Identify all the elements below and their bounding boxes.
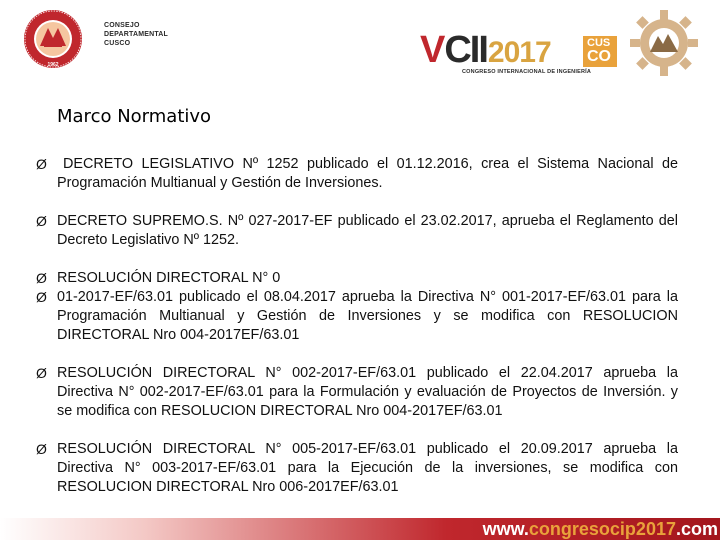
event-year: 2017	[487, 36, 551, 69]
arrow-bullet-icon: Ø	[36, 289, 47, 305]
arrow-bullet-icon: Ø	[36, 365, 47, 381]
seal-year: 1962	[47, 62, 59, 68]
org-line-1: CONSEJO	[104, 22, 140, 29]
list-item-text: RESOLUCIÓN DIRECTORAL N° 002-2017-EF/63.01 publicado el 22.04.2017 aprueba la Directiva N° 002-2017-EF/63.01 para la Formulación y evaluación de Proyectos de Inversión. y se modifica con RESOLUCION DIRECTORAL Nro 004-2017EF/63.01	[57, 365, 678, 419]
event-roman-cii: CII	[444, 29, 487, 71]
list-item-text: RESOLUCIÓN DIRECTORAL N° 0	[57, 270, 281, 286]
cip-cusco-logo	[22, 8, 192, 70]
event-roman-v: V	[420, 29, 445, 71]
event-subtitle: CONGRESO INTERNACIONAL DE INGENIERÍA	[462, 69, 592, 75]
footer-url-prefix: www.	[482, 519, 529, 539]
event-wordmark	[420, 30, 551, 70]
arrow-bullet-icon: Ø	[36, 213, 47, 229]
arrow-bullet-icon: Ø	[36, 441, 47, 457]
cusco-badge-bottom: CO	[587, 48, 611, 65]
regulation-list	[36, 155, 678, 497]
arrow-bullet-icon: Ø	[36, 156, 47, 172]
list-item	[36, 440, 678, 497]
list-item-text: DECRETO LEGISLATIVO Nº 1252 publicado el 01.12.2016, crea el Sistema Nacional de Programación Multianual y Gestión de Inversiones.	[57, 156, 678, 191]
org-line-2: DEPARTAMENTAL	[104, 31, 169, 38]
cusco-badge	[583, 36, 617, 67]
cip-seal-icon	[22, 8, 100, 70]
vcii-2017-logo	[420, 6, 706, 80]
list-item	[36, 288, 678, 345]
list-item-text: RESOLUCIÓN DIRECTORAL N° 005-2017-EF/63.01 publicado el 20.09.2017 aprueba la Directiva N° 003-2017-EF/63.01 para la Ejecución de la inversiones, se modifica con RESOLUCION DIRECTORAL Nro 006-2017EF/63.01	[57, 441, 678, 495]
cusco-badge-top: CUS	[587, 37, 611, 49]
list-item	[36, 155, 678, 193]
org-name	[104, 21, 204, 48]
gear-icon	[614, 6, 706, 80]
footer-bar	[0, 518, 720, 540]
page-title: Marco Normativo	[57, 106, 212, 127]
footer-url-main: congresocip2017	[528, 519, 676, 539]
list-item-text: DECRETO SUPREMO.S. Nº 027-2017-EF publicado el 23.02.2017, aprueba el Reglamento del Decreto Legislativo Nº 1252.	[57, 213, 678, 248]
footer-url-suffix: .com	[675, 519, 718, 539]
list-item	[36, 269, 678, 288]
footer-website-link[interactable]	[483, 519, 718, 539]
org-line-3: CUSCO	[104, 40, 131, 47]
list-item	[36, 212, 678, 250]
list-item-text: 01-2017-EF/63.01 publicado el 08.04.2017 aprueba la Directiva N° 001-2017-EF/63.01 para la Programación Multianual y Gestión de Inversiones y se modifica con RESOLUCION DIRECTORAL Nro 004-2017EF/63.01	[57, 289, 678, 343]
arrow-bullet-icon: Ø	[36, 270, 47, 286]
list-item	[36, 364, 678, 421]
